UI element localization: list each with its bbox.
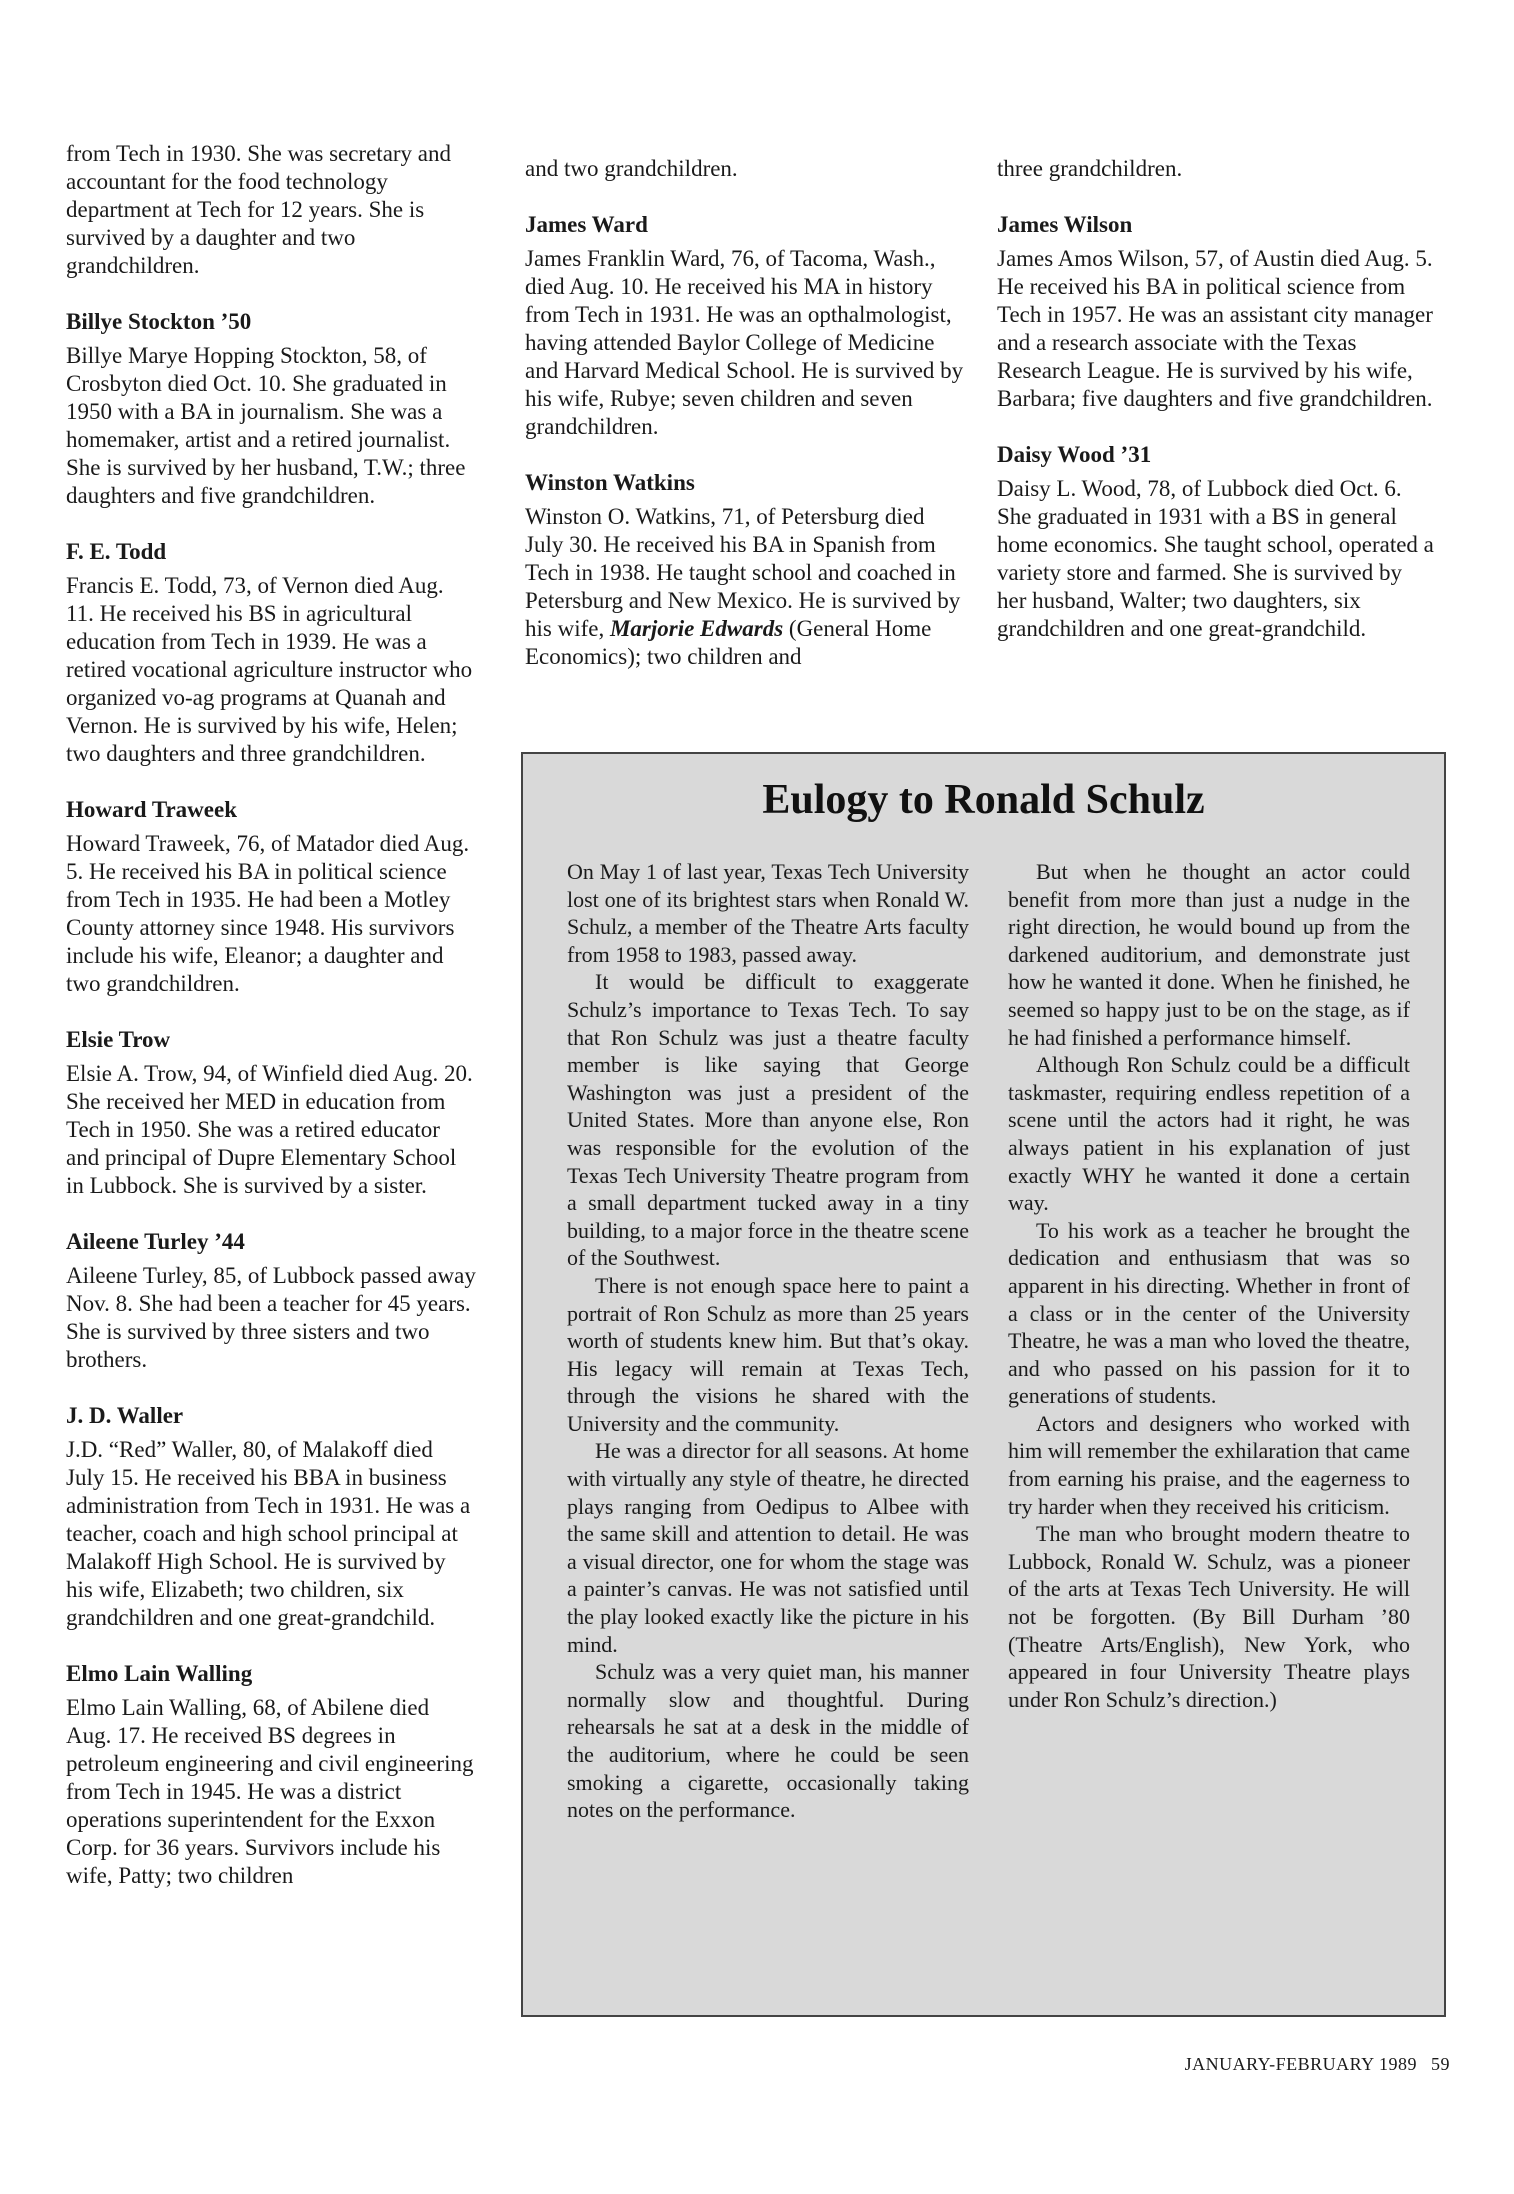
obituary-entry (66, 796, 476, 998)
obituary-text: J.D. “Red” Waller, 80, of Malakoff died July 15. He received his BBA in business administration from Tech in 1931. He was a teacher, coach and high school principal at Malakoff High School. He is survived by his wife, Elizabeth; two children, six grandchildren and one great-grandchild. (66, 1437, 471, 1630)
eulogy-paragraph: Actors and designers who worked with him will remember the exhilaration that came from earning his praise, and the eagerness to try harder when they received his criticism. (1008, 1410, 1410, 1519)
eulogy-paragraph: The man who brought modern theatre to Lubbock, Ronald W. Schulz, was a pioneer of the arts at Texas Tech University. He will not be forgotten. (By Bill Durham ’80 (Theatre Arts/English), New York, who appeared in four University Theatre plays under Ron Schulz’s direction.) (1008, 1521, 1410, 1712)
obituary-text: Howard Traweek, 76, of Matador died Aug. 5. He received his BA in political science from Tech in 1935. He had been a Motley County attorney since 1948. His survivors include his wife, Eleanor; a daughter and two grandchildren. (66, 831, 470, 996)
eulogy-paragraph: To his work as a teacher he brought the dedication and enthusiasm that was so apparent in his directing. Whether in front of a class or in the center of the University Theatre, he was a man who loved the theatre, and who passed on his passion for it to generations of students. (1008, 1217, 1410, 1409)
obituary-entry (525, 469, 965, 671)
eulogy-column-2 (1008, 858, 1410, 1713)
obituary-name: James Ward (525, 212, 648, 237)
eulogy-box (521, 752, 1446, 2017)
obituary-text-part: (General Home Economics); two children and (525, 616, 932, 669)
obituary-name: Daisy Wood ’31 (997, 442, 1152, 467)
eulogy-paragraph: On May 1 of last year, Texas Tech University lost one of its brightest stars when Ronald W. Schulz, a member of the Theatre Arts faculty from 1958 to 1983, passed away. (567, 859, 969, 967)
obituary-text: Daisy L. Wood, 78, of Lubbock died Oct. 6. She graduated in 1931 with a BS in general home economics. She taught school, operated a variety store and farmed. She is survived by her husband, Walter; two daughters, six grandchildren and one great-grandchild. (997, 476, 1434, 641)
obituary-text: Elsie A. Trow, 94, of Winfield died Aug. 20. She received her MED in education from Tech in 1950. She was a retired educator and principal of Dupre Elementary School in Lubbock. She is survived by a sister. (66, 1061, 473, 1198)
obituary-text: Billye Marye Hopping Stockton, 58, of Crosbyton died Oct. 10. She graduated in 1950 with a BA in journalism. She was a homemaker, artist and a retired journalist. She is survived by her husband, T.W.; three daughters and five grandchildren. (66, 343, 466, 508)
obituary-text: James Amos Wilson, 57, of Austin died Aug. 5. He received his BA in political science from Tech in 1957. He was an assistant city manager and a research associate with the Texas Research League. He is survived by his wife, Barbara; five daughters and five grandchildren. (997, 246, 1433, 411)
eulogy-paragraph: It would be difficult to exaggerate Schulz’s importance to Texas Tech. To say that Ron Schulz was just a theatre faculty member is like saying that George Washington was just a president of the United States. More than anyone else, Ron was responsible for the evolution of the Texas Tech University Theatre program from a small department tucked away in a tiny building, to a major force in the theatre scene of the Southwest. (567, 969, 969, 1271)
eulogy-column-1 (567, 858, 969, 1824)
obituary-name: Elsie Trow (66, 1027, 171, 1052)
eulogy-paragraph: There is not enough space here to paint a portrait of Ron Schulz as more than 25 years worth of students knew him. But that’s okay. His legacy will remain at Texas Tech, through the visions he shared with the University and the community. (567, 1272, 969, 1436)
obituary-text-part: Winston O. Watkins, 71, of Petersburg died July 30. He received his BA in Spanish from Tech in 1938. He taught school and coached in Petersburg and New Mexico. He is survived by his wife, (525, 504, 961, 641)
eulogy-paragraph: Although Ron Schulz could be a difficult taskmaster, requiring endless repetition of a scene until the actors had it right, he was always patient in his explanation of just exactly WHY he wanted it done a certain way. (1008, 1052, 1410, 1216)
obituary-name: F. E. Todd (66, 539, 167, 564)
obituary-entry (997, 441, 1437, 643)
obituary-column-1 (66, 140, 476, 1918)
eulogy-paragraph: He was a director for all seasons. At home with virtually any style of theatre, he directed plays ranging from Oedipus to Albee with the same skill and attention to detail. He was a visual director, one for whom the stage was a painter’s canvas. He was not satisfied until the play looked exactly like the picture in his mind. (567, 1438, 969, 1657)
eulogy-title: Eulogy to Ronald Schulz (762, 777, 1205, 823)
obituary-text: Elmo Lain Walling, 68, of Abilene died Aug. 17. He received BS degrees in petroleum engineering and civil engineering from Tech in 1945. He was a district operations superintendent for the Exxon Corp. for 36 years. Survivors include his wife, Patty; two children (66, 1695, 474, 1888)
obituary-entry (66, 1402, 476, 1632)
obituary-name: Aileene Turley ’44 (66, 1229, 245, 1254)
obituary-entry (66, 308, 476, 510)
obituary-name: Billye Stockton ’50 (66, 309, 252, 334)
obituary-column-2 (525, 155, 965, 699)
obituary-name: James Wilson (997, 212, 1133, 237)
issue-date: JANUARY-FEBRUARY 1989 (1184, 2054, 1417, 2074)
eulogy-paragraph: But when he thought an actor could benefit from more than just a nudge in the right direction, he would bound up from the darkened auditorium, and demonstrate just how he wanted it done. When he finished, he seemed so happy just to be on the stage, as if he had finished a performance himself. (1008, 859, 1410, 1050)
obituary-entry (66, 538, 476, 768)
obituary-column-3 (997, 155, 1437, 671)
obituary-name: Howard Traweek (66, 797, 237, 822)
obituary-name: Winston Watkins (525, 470, 695, 495)
page-footer (1160, 2054, 1450, 2075)
obituary-continuation: and two grandchildren. (525, 156, 738, 181)
obituary-name: J. D. Waller (66, 1403, 184, 1428)
obituary-entry (997, 211, 1437, 413)
page-number: 59 (1431, 2054, 1450, 2074)
obituary-entry (525, 211, 965, 441)
obituary-entry (66, 1660, 476, 1890)
obituary-continuation: three grandchildren. (997, 156, 1183, 181)
obituary-entry (66, 1228, 476, 1374)
obituary-text (525, 503, 965, 671)
obituary-text: James Franklin Ward, 76, of Tacoma, Wash., died Aug. 10. He received his MA in history from Tech in 1931. He was an opthalmologist, having attended Baylor College of Medicine and Harvard Medical School. He is survived by his wife, Rubye; seven children and seven grandchildren. (525, 246, 964, 439)
alumni-name-emphasis: Marjorie Edwards (609, 616, 784, 641)
eulogy-paragraph: Schulz was a very quiet man, his manner normally slow and thoughtful. During rehearsals he sat at a desk in the middle of the auditorium, where he could be seen smoking a cigarette, occasionally taking notes on the performance. (567, 1659, 969, 1823)
obituary-name: Elmo Lain Walling (66, 1661, 253, 1686)
obituary-continuation: from Tech in 1930. She was secretary and accountant for the food technology department at Tech for 12 years. She is survived by a daughter and two grandchildren. (66, 141, 452, 278)
obituary-text: Francis E. Todd, 73, of Vernon died Aug. 11. He received his BS in agricultural education from Tech in 1939. He was a retired vocational agriculture instructor who organized vo-ag programs at Quanah and Vernon. He is survived by his wife, Helen; two daughters and three grandchildren. (66, 573, 473, 766)
obituary-text: Aileene Turley, 85, of Lubbock passed away Nov. 8. She had been a teacher for 45 years. She is survived by three sisters and two brothers. (66, 1263, 476, 1372)
obituary-entry (66, 1026, 476, 1200)
